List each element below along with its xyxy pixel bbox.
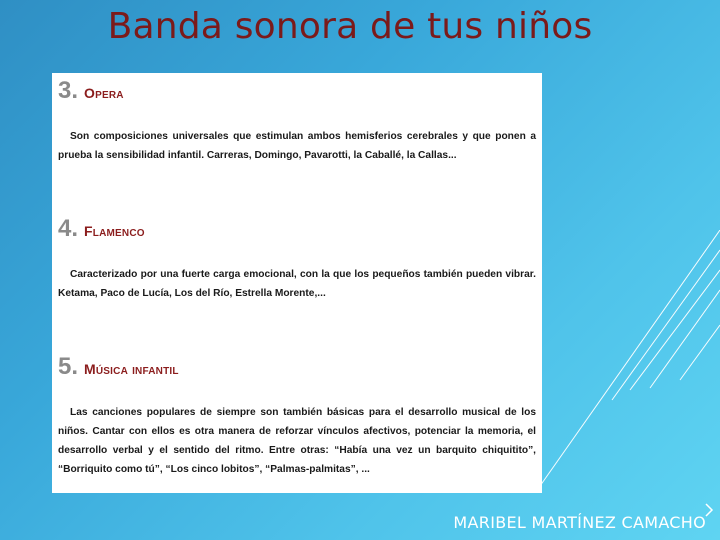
section-musica-infantil [58,353,536,479]
decorative-lines [540,230,720,490]
section-number: 3. [58,77,79,104]
section-flamenco [58,215,536,303]
content-panel [52,73,542,493]
section-heading [58,215,536,249]
section-title: Música infantil [84,361,179,377]
section-title: Opera [84,85,124,101]
section-heading [58,353,536,387]
section-text: Las canciones populares de siempre son también básicas para el desarrollo musical de los niños. Cantar con ellos es otra manera de reforzar vínculos afectivos, potenciar la memoria, el desarrollo verbal y el sentido del ritmo. Entre otras: “Había una vez un barquito chiquitito”, “Borriquito como tú”, “Los cinco lobitos”, “Palmas-palmitas”, ... [58,407,536,475]
section-heading [58,77,536,111]
section-text: Son composiciones universales que estimulan ambos hemisferios cerebrales y que ponen a prueba la sensibilidad infantil. Carreras, Domingo, Pavarotti, la Caballé, la Callas... [58,131,536,161]
section-title: Flamenco [84,223,145,239]
section-body [58,127,536,165]
section-body [58,265,536,303]
section-opera [58,77,536,165]
slide-title: Banda sonora de tus niños [107,6,593,47]
section-text: Caracterizado por una fuerte carga emocional, con la que los pequeños también pueden vibrar. Ketama, Paco de Lucía, Los del Río, Estrella Morente,... [58,269,536,299]
section-body [58,403,536,479]
section-number: 4. [58,215,79,242]
next-slide-arrow-icon[interactable] [704,503,714,517]
author-footer: MARIBEL MARTÍNEZ CAMACHO [453,513,706,532]
section-number: 5. [58,353,79,380]
